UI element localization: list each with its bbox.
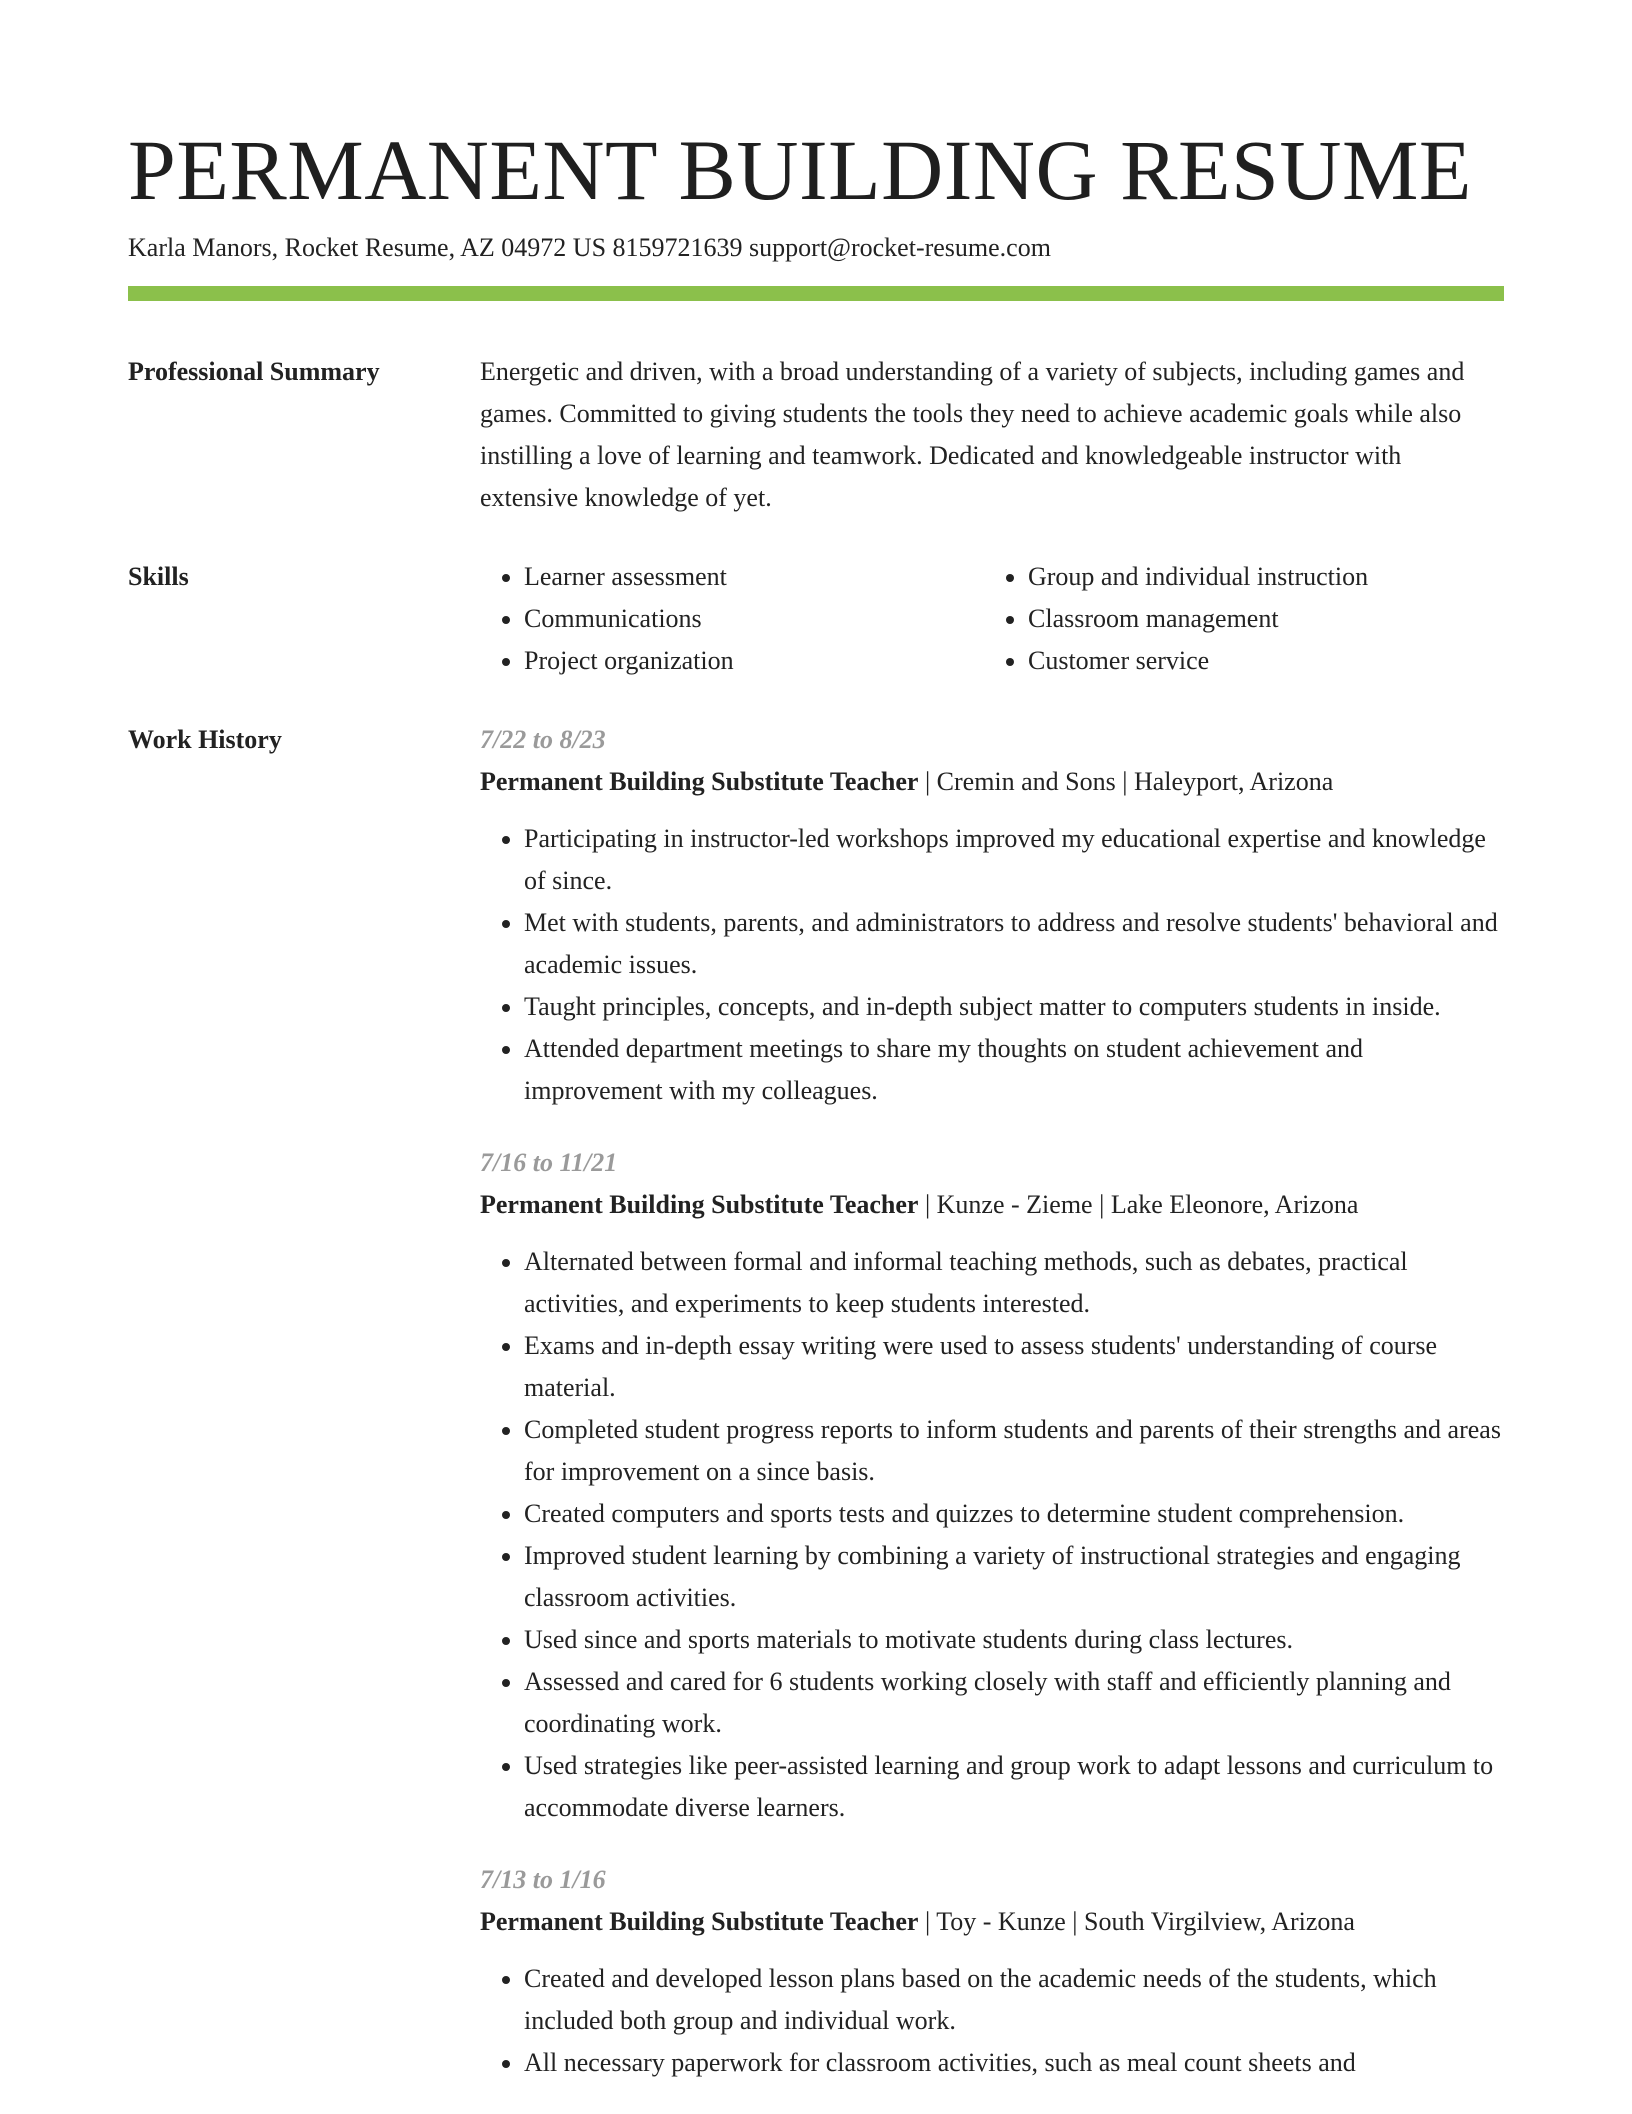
job-bullets xyxy=(480,1241,1504,1829)
resume-page xyxy=(128,120,1504,2114)
skills-column-2 xyxy=(984,556,1488,682)
job-separator: | xyxy=(918,1907,937,1936)
job-dates: 7/22 to 8/23 xyxy=(480,725,606,754)
job-company: Kunze - Zieme xyxy=(936,1190,1093,1219)
job-separator: | xyxy=(918,767,937,796)
contact-info: Karla Manors, Rocket Resume, AZ 04972 US 8159721639 support@rocket-resume.com xyxy=(128,233,1051,262)
job-separator: | xyxy=(918,1190,937,1219)
job-header xyxy=(480,1184,1504,1226)
job-bullet: • Created and developed lesson plans based on the academic needs of the students, which included both group and individual work. xyxy=(524,1958,1504,2042)
skill-item: • Customer service xyxy=(1028,640,1488,682)
job-location: Haleyport, Arizona xyxy=(1133,767,1334,796)
work-history-label: Work History xyxy=(128,725,282,754)
job-bullet: • All necessary paperwork for classroom activities, such as meal count sheets and xyxy=(524,2042,1504,2084)
summary-label: Professional Summary xyxy=(128,357,380,386)
job-bullet: • Met with students, parents, and administrators to address and resolve students' behavioral and academic issues. xyxy=(524,902,1504,986)
job-bullet: • Used since and sports materials to motivate students during class lectures. xyxy=(524,1619,1504,1661)
job-bullet: • Participating in instructor-led workshops improved my educational expertise and knowledge of since. xyxy=(524,818,1504,902)
job-dates: 7/16 to 11/21 xyxy=(480,1148,618,1177)
job-title: Permanent Building Substitute Teacher xyxy=(480,1907,919,1936)
job-entry xyxy=(480,1859,1504,2084)
job-separator: | xyxy=(1092,1190,1111,1219)
job-bullet: • Exams and in-depth essay writing were used to assess students' understanding of course material. xyxy=(524,1325,1504,1409)
job-entry xyxy=(480,719,1504,1112)
job-bullets xyxy=(480,1958,1504,2084)
job-location: Lake Eleonore, Arizona xyxy=(1110,1190,1359,1219)
job-dates: 7/13 to 1/16 xyxy=(480,1865,606,1894)
summary-text: Energetic and driven, with a broad understanding of a variety of subjects, including games and games. Committed to giving students the tools they need to achieve academic goals while also instilling a love of learning and teamwork. Dedicated and knowledgeable instructor with extensive knowledge of yet. xyxy=(480,357,1465,512)
skill-item: • Project organization xyxy=(524,640,984,682)
work-history-section xyxy=(128,719,1504,2114)
skill-item: • Communications xyxy=(524,598,984,640)
job-bullet: • Assessed and cared for 6 students working closely with staff and efficiently planning and coordinating work. xyxy=(524,1661,1504,1745)
skills-section xyxy=(128,556,1504,682)
job-bullet: • Attended department meetings to share my thoughts on student achievement and improvement with my colleagues. xyxy=(524,1028,1504,1112)
job-separator: | xyxy=(1065,1907,1084,1936)
job-separator: | xyxy=(1115,767,1134,796)
skill-item: • Classroom management xyxy=(1028,598,1488,640)
job-title: Permanent Building Substitute Teacher xyxy=(480,1190,919,1219)
skill-item: • Group and individual instruction xyxy=(1028,556,1488,598)
job-bullet: • Created computers and sports tests and quizzes to determine student comprehension. xyxy=(524,1493,1504,1535)
job-header xyxy=(480,1901,1504,1943)
job-entry xyxy=(480,1142,1504,1829)
job-company: Cremin and Sons xyxy=(936,767,1116,796)
job-bullets xyxy=(480,818,1504,1112)
skills-column-1 xyxy=(480,556,984,682)
job-company: Toy - Kunze xyxy=(936,1907,1066,1936)
resume-name: PERMANENT BUILDING RESUME xyxy=(128,122,1472,218)
job-header xyxy=(480,761,1504,803)
header-divider xyxy=(128,286,1504,301)
job-bullet: • Alternated between formal and informal teaching methods, such as debates, practical activities, and experiments to keep students interested. xyxy=(524,1241,1504,1325)
summary-section xyxy=(128,351,1504,519)
job-bullet: • Improved student learning by combining a variety of instructional strategies and engaging classroom activities. xyxy=(524,1535,1504,1619)
job-location: South Virgilview, Arizona xyxy=(1084,1907,1355,1936)
job-bullet: • Taught principles, concepts, and in-depth subject matter to computers students in inside. xyxy=(524,986,1504,1028)
skill-item: • Learner assessment xyxy=(524,556,984,598)
skills-label: Skills xyxy=(128,562,189,591)
job-title: Permanent Building Substitute Teacher xyxy=(480,767,919,796)
job-bullet: • Used strategies like peer-assisted learning and group work to adapt lessons and curriculum to accommodate diverse learners. xyxy=(524,1745,1504,1829)
job-bullet: • Completed student progress reports to inform students and parents of their strengths and areas for improvement on a since basis. xyxy=(524,1409,1504,1493)
